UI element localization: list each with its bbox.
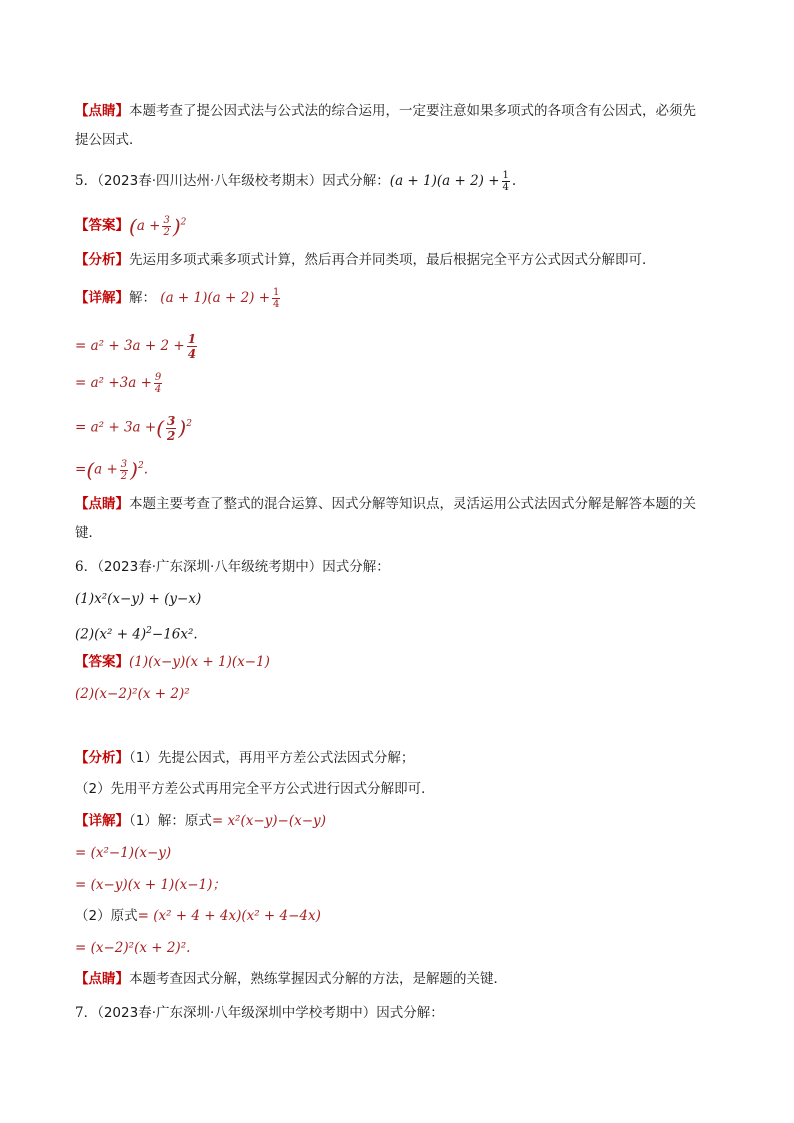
note-tag: 【点睛】 xyxy=(75,103,129,119)
q6-part2: $(2)(x^2 + 4)^2-16x^2$. xyxy=(75,626,198,643)
q6-analysis2: （2）先用平方差公式再用完全平方公式进行因式分解即可． xyxy=(75,781,435,797)
q6-part2-detail xyxy=(75,905,321,927)
q6-p2-expr: = (x² + 4 + 4x)(x² + 4−4x) xyxy=(137,908,321,924)
q6-number: 6． xyxy=(75,559,98,575)
q5-detail-expr: (a + 1)(a + 2) + xyxy=(160,290,271,306)
note-tag: 【点睛】 xyxy=(75,496,129,512)
q5-source: （2023春·四川达州·八年级校考期末）因式分解： xyxy=(97,173,390,189)
q5-step4: =(a + $\frac{3}{2}$ )$^2$. xyxy=(75,458,148,482)
q5-note-line2: 键． xyxy=(75,525,102,541)
q6-note xyxy=(75,968,507,990)
q6-p2-s1: = (x−2)²(x + 2)². xyxy=(75,940,191,956)
q6-detail xyxy=(75,810,326,832)
q5-answer-expr: (a + $\frac{3}{2}$ )$^2$ xyxy=(129,214,187,238)
analysis-tag: 【分析】 xyxy=(75,252,129,268)
detail-tag: 【详解】 xyxy=(75,290,129,306)
q5-analysis xyxy=(75,249,656,271)
q7-question xyxy=(75,1002,444,1024)
q4-note-line1 xyxy=(75,100,696,122)
answer-tag: 【答案】 xyxy=(75,654,129,670)
note-tag: 【点睛】 xyxy=(75,971,129,987)
q5-question xyxy=(75,170,516,193)
q6-analysis1 xyxy=(75,747,414,769)
q6-question xyxy=(75,556,390,578)
answer-tag: 【答案】 xyxy=(75,217,129,234)
q7-source: （2023春·广东深圳·八年级深圳中学校考期中）因式分解： xyxy=(97,1005,444,1021)
analysis-tag: 【分析】 xyxy=(75,750,129,766)
q6-detail-prefix: （1）解：原式 xyxy=(129,813,212,829)
q6-detail-expr: = x²(x−y)−(x−y) xyxy=(211,813,326,829)
q4-note-line2: 提公因式． xyxy=(75,132,143,148)
q6-source: （2023春·广东深圳·八年级统考期中）因式分解： xyxy=(97,559,390,575)
q6-analysis1-text: （1）先提公因式，再用平方差公式法因式分解； xyxy=(129,750,415,766)
q6-p2-prefix: （2）原式 xyxy=(75,908,138,924)
q6-part1: (1)x²(x−y) + (y−x) xyxy=(75,591,202,607)
q6-note-text: 本题考查因式分解，熟练掌握因式分解的方法，是解题的关键． xyxy=(129,971,507,987)
q6-answer1 xyxy=(75,651,270,673)
q5-answer xyxy=(75,211,186,238)
q4-note-text: 本题考查了提公因式法与公式法的综合运用，一定要注意如果多项式的各项含有公因式，必须先 xyxy=(129,103,696,119)
q5-note-line1 xyxy=(75,493,696,515)
q7-number: 7． xyxy=(75,1005,98,1021)
q5-end: . xyxy=(511,173,517,189)
q5-analysis-text: 先运用多项式乘多项式计算，然后再合并同类项，最后根据完全平方公式因式分解即可． xyxy=(129,252,656,268)
q5-expr: (a + 1)(a + 2) + xyxy=(389,173,500,189)
q5-detail-frac: $\frac{1}{4}$ xyxy=(273,287,280,310)
q6-s1: = (x²−1)(x−y) xyxy=(75,845,172,861)
q5-detail xyxy=(75,287,282,310)
q5-note-text: 本题主要考查了整式的混合运算、因式分解等知识点，灵活运用公式法因式分解是解答本题的关 xyxy=(129,496,696,512)
q5-step2: = a² +3a + $\frac{9}{4}$ xyxy=(75,372,162,395)
q6-answer1-expr: (1)(x−y)(x + 1)(x−1) xyxy=(129,654,270,670)
q5-step1: = a² + 3a + 2 + $\frac{1}{4}$ xyxy=(75,332,197,361)
q5-detail-prefix: 解： xyxy=(129,290,156,306)
q5-step3: = a² + 3a +( $\frac{3}{2}$ )$^2$ xyxy=(75,413,192,443)
detail-tag: 【详解】 xyxy=(75,813,129,829)
q6-answer2: (2)(x−2)²(x + 2)² xyxy=(75,686,190,702)
q5-fraction: $\frac{1}{4}$ xyxy=(502,170,509,193)
q5-number: 5． xyxy=(75,173,98,189)
q6-s2: = (x−y)(x + 1)(x−1)； xyxy=(75,877,226,893)
